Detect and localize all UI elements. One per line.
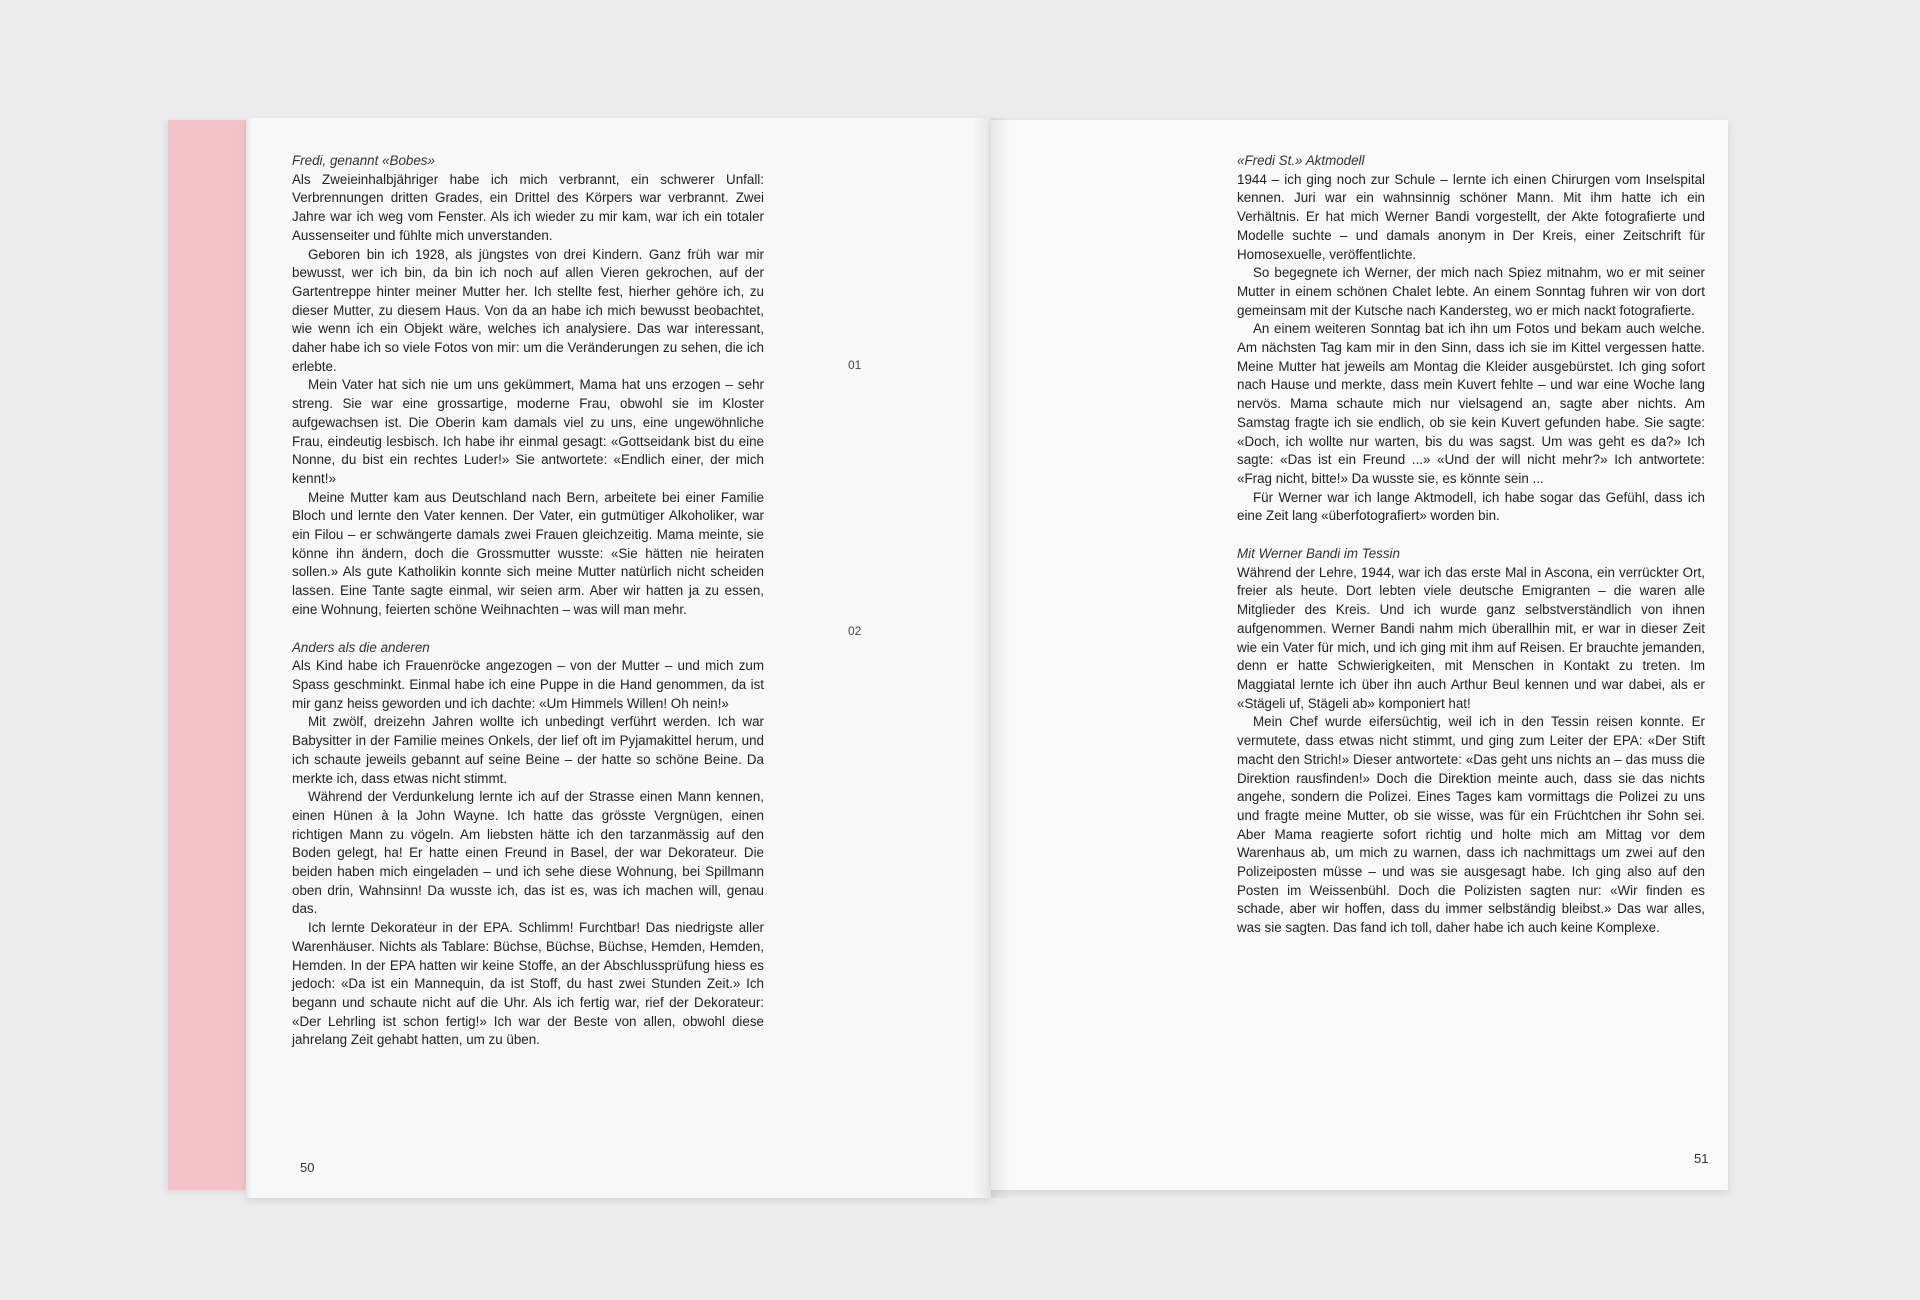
pink-page-edge bbox=[168, 120, 248, 1190]
paragraph: So begegnete ich Werner, der mich nach Spiez mitnahm, wo er mit seiner Mutter in einem schönen Chalet lebte. An einem Sonntag fuhren wir von dort gemeinsam mit der Kutsche nach Kandersteg, wo er mich nackt fotografierte. bbox=[1237, 265, 1705, 318]
section-heading: Fredi, genannt «Bobes» bbox=[292, 153, 435, 168]
margin-marker: 02 bbox=[848, 624, 862, 638]
paragraph: Meine Mutter kam aus Deutschland nach Bern, arbeitete bei einer Familie Bloch und lernte den Vater kennen. Der Vater, ein gutmütiger Alkoholiker, war ein Filou – er schwängerte damals zwei Frauen gleichzeitig. Mama meinte, sie könne ihn ändern, doch die Grossmutter wusste: «Sie hätten nie heiraten sollen.» Als gute Katholikin konnte sich meine Mutter natürlich nicht scheiden lassen. Eine Tante sagte einmal, wir seien arm. Aber wir hatten ja zu essen, eine Wohnung, feierten schöne Weihnachten – was will man mehr. bbox=[292, 489, 764, 617]
paragraph: Ich lernte Dekorateur in der EPA. Schlimm! Furchtbar! Das niedrigste aller Warenhäuser. Nichts als Tablare: Büchse, Büchse, Büchse, Hemden, Hemden, Hemden. In der EPA hatten wir keine Stoffe, an der Abschlussprüfung hiess es jedoch: «Da ist ein Mannequin, da ist Stoff, du hast zwei Stunden Zeit.» Ich begann und schaute nicht auf die Uhr. Als ich fertig war, rief der Dekorateur: «Der Lehrling ist schon fertig!» Ich war der Beste von allen, obwohl diese jahrelang Zeit gehabt hatten, um zu üben. bbox=[292, 920, 764, 1048]
right-page-text bbox=[1237, 152, 1705, 938]
paragraph: Als Zweieinhalbjähriger habe ich mich verbrannt, ein schwerer Unfall: Verbrennungen dritten Grades, ein Drittel des Körpers war verbrannt. Zwei Jahre war ich weg vom Fenster. Als ich wieder zu mir kam, war ich ein totaler Aussenseiter und fühlte mich unverstanden. bbox=[292, 171, 764, 243]
section-heading: Mit Werner Bandi im Tessin bbox=[1237, 546, 1400, 562]
book-gutter bbox=[972, 118, 1010, 1198]
paragraph: Für Werner war ich lange Aktmodell, ich habe sogar das Gefühl, dass ich eine Zeit lang «überfotografiert» worden bin. bbox=[1237, 489, 1705, 524]
paragraph: Mein Chef wurde eifersüchtig, weil ich in den Tessin reisen konnte. Er vermutete, dass etwas nicht stimmt, und ging zum Leiter der EPA: «Der Stift macht den Strich!» Dieser antwortete: «Das geht uns nichts an – das muss die Direktion rausfinden!» Doch die Direktion meinte auch, dass sie das nichts angehe, sondern die Polizei. Eines Tages kam vormittags die Polizei zu uns und fragte meine Mutter, ob sie wisse, was für ein Früchtchen ihr Sohn sei. Aber Mama reagierte sofort richtig und holte mich am Mittag vor dem Warenhaus ab, um mich zu warnen, dass ich nachmittags um zwei auf den Polizeiposten müsse – und was sie ausgesagt habe. Ich ging also auf den Posten im Weissenbühl. Doch die Polizisten sagten nur: «Wir finden es schade, aber wir hoffen, dass du immer selbständig bleibst.» Das war alles, was sie sagten. Das fand ich toll, daher habe ich auch keine Komplexe. bbox=[1237, 714, 1705, 936]
paragraph: An einem weiteren Sonntag bat ich ihn um Fotos und bekam auch welche. Am nächsten Tag kam mir in den Sinn, dass ich sie im Kittel vergessen hatte. Meine Mutter hat jeweils am Montag die Kleider ausgebürstet. Ich ging sofort nach Hause und merkte, dass mein Kuvert fehlte – und war eine Woche lang nervös. Mama schaute mich nur vielsagend an, sagte aber nichts. Am Samstag fragte ich sie endlich, ob sie kein Kuvert gefunden habe. Sie sagte: «Doch, ich wollte nur warten, bis du was sagst. Um was geht es da?» Ich sagte: «Das ist ein Freund ...» «Und der will nicht mehr?» Ich antwortete: «Frag nicht, bitte!» Da wusste sie, es könnte sein ... bbox=[1237, 321, 1705, 486]
paragraph: Während der Lehre, 1944, war ich das erste Mal in Ascona, ein verrückter Ort, freier als heute. Dort lebten viele deutsche Emigranten – die waren alle Mitglieder des Kreis. Und ich wurde ganz selbstverständlich von ihnen aufgenommen. Werner Bandi nahm mich überallhin mit, er war in dieser Zeit wie ein Vater für mich, und ich ging mit ihm auf Reisen. Er brauchte jemanden, denn er hatte Schwierigkeiten, mit Menschen in Kontakt zu treten. Im Maggiatal lernte ich über ihn auch Arthur Beul kennen und war dabei, als er «Stägeli uf, Stägeli ab» komponiert hat! bbox=[1237, 564, 1705, 711]
section-heading: «Fredi St.» Aktmodell bbox=[1237, 153, 1365, 168]
paragraph: Als Kind habe ich Frauenröcke angezogen – von der Mutter – und mich zum Spass geschminkt. Einmal habe ich eine Puppe in die Hand genommen, da ist mir ganz heiss geworden und ich dachte: «Um Himmels Willen! Oh nein!» bbox=[292, 658, 764, 711]
page-number: 51 bbox=[1694, 1151, 1709, 1166]
paragraph: Mein Vater hat sich nie um uns gekümmert, Mama hat uns erzogen – sehr streng. Sie war eine grossartige, moderne Frau, obwohl sie im Kloster aufgewachsen ist. Die Oberin kam damals viel zu uns, eine ungewöhnliche Frau, eindeutig lesbisch. Ich habe ihr einmal gesagt: «Gottseidank bist du eine Nonne, du bist ein rechtes Luder!» Sie antwortete: «Endlich einer, der mich kennt!» bbox=[292, 377, 764, 486]
page-number: 50 bbox=[300, 1160, 315, 1175]
paragraph: 1944 – ich ging noch zur Schule – lernte ich einen Chirurgen vom Inselspital kennen. Juri war ein wahnsinnig schöner Mann. Mit ihm hatte ich ein Verhältnis. Er hat mich Werner Bandi vorgestellt, der Akte fotografierte und Modelle suchte – und damals anonym in Der Kreis, einer Zeitschrift für Homosexuelle, veröffentlichte. bbox=[1237, 171, 1705, 262]
paragraph: Geboren bin ich 1928, als jüngstes von drei Kindern. Ganz früh war mir bewusst, wer ich bin, da bin ich noch auf allen Vieren gekrochen, auf der Gartentreppe hinter meiner Mutter her. Ich stellte fest, hierher gehöre ich, zu dieser Mutter, zu diesem Haus. Von da an habe ich mich bewusst beobachtet, wie wenn ich ein Objekt wäre, welches ich analysiere. Das war interessant, daher habe ich so viele Fotos von mir: um die Veränderungen zu sehen, die ich erlebte. bbox=[292, 246, 764, 374]
left-page-text bbox=[292, 152, 764, 1050]
paragraph: Während der Verdunkelung lernte ich auf der Strasse einen Mann kennen, einen Hünen à la John Wayne. Ich hatte das grösste Vergnügen, einen richtigen Mann zu vögeln. Am liebsten hätte ich den tarzanmässig auf den Boden gelegt, ha! Er hatte einen Freund in Basel, der war Dekorateur. Die beiden haben mich eingeladen – und ich sehe diese Wohnung, bei Spillmann oben drin, Wahnsinn! Da wusste ich, das ist es, was ich machen will, genau das. bbox=[292, 789, 764, 917]
section-heading: Anders als die anderen bbox=[292, 639, 430, 655]
paragraph: Mit zwölf, dreizehn Jahren wollte ich unbedingt verführt werden. Ich war Babysitter in der Familie meines Onkels, der lief oft im Pyjamakittel herum, und ich schaute jeweils gebannt auf seine Beine – der hatte so schöne Beine. Da merkte ich, dass etwas nicht stimmt. bbox=[292, 714, 764, 786]
margin-marker: 01 bbox=[848, 358, 862, 372]
